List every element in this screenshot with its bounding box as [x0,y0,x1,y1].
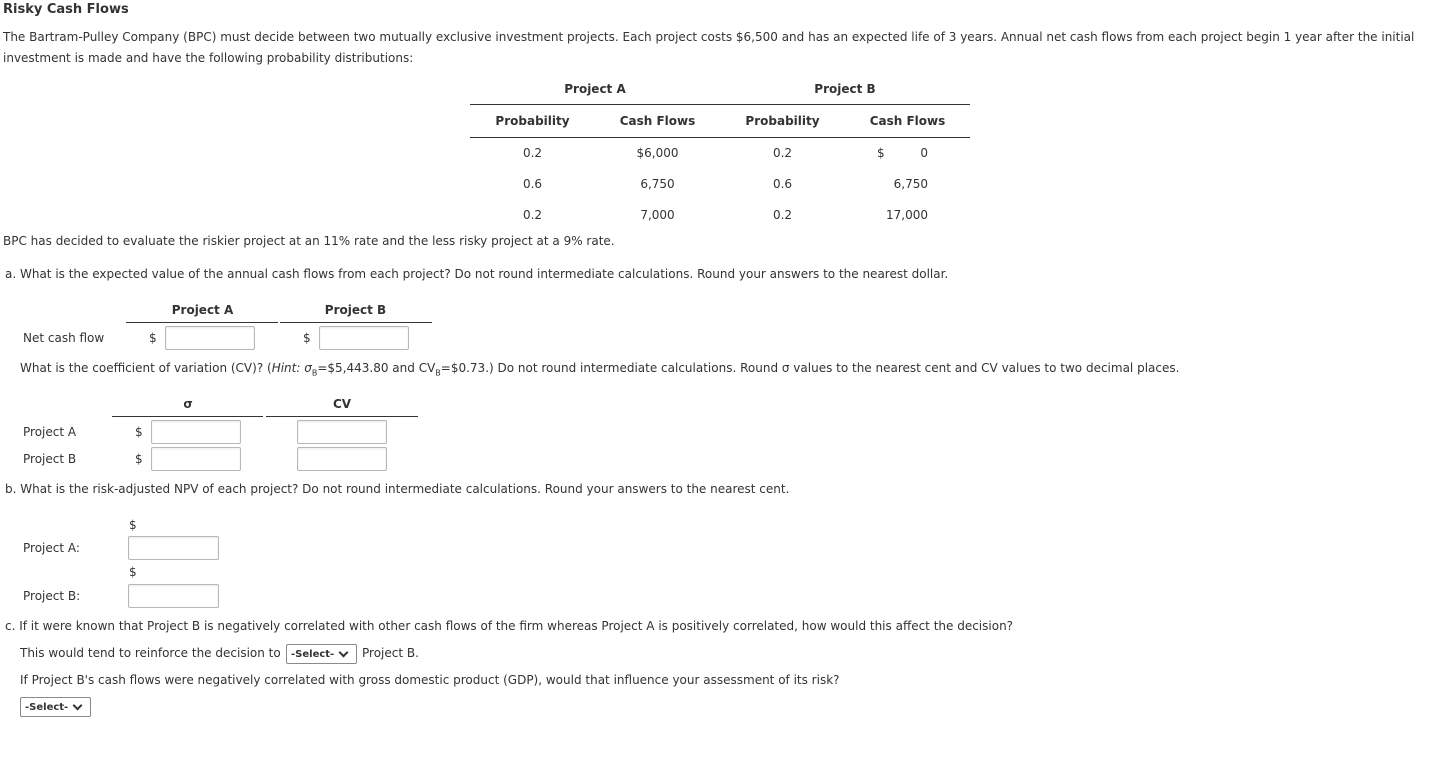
project-a-header: Project A [564,82,626,96]
cv-question [20,361,1179,377]
col-b-cash-flows: Cash Flows [869,114,946,128]
row2-a-prob: 0.6 [522,177,543,191]
row3-b-prob: 0.2 [772,208,793,222]
part-a-question: a. What is the expected value of the annual cash flows from each project? Do not round intermediate calculations. Round your answers to the nearest dollar. [5,267,949,281]
col-a-probability: Probability [495,114,570,128]
intro-paragraph: The Bartram-Pulley Company (BPC) must decide between two mutually exclusive investment projects. Each project costs $6,500 and has an expected life of 3 years. Annual net cash flows from each project begin 1 year after the initial investment is made and have the following probability distributions: [3,30,1415,65]
table-rule-top [470,104,970,105]
gdp-question: If Project B's cash flows were negatively correlated with gross domestic product (GDP), would that influence your assessment of its risk? [20,673,840,687]
net-cash-flow-label: Net cash flow [23,331,105,345]
row1-a-prob: 0.2 [522,146,543,160]
rate-note: BPC has decided to evaluate the riskier project at an 11% rate and the less risky project at a 9% rate. [3,234,615,248]
currency-symbol: $ [149,331,157,345]
cv-header: CV [332,397,352,411]
part-a-rule-a [126,322,278,323]
chevron-down-icon [73,701,83,711]
npv-a-input[interactable] [128,536,219,560]
cv-question-suffix: Do not round intermediate calculations. Round σ values to the nearest cent and CV values to two decimal places. [493,361,1180,375]
table-rule-header [470,137,970,138]
hint-cv-subscript: B [435,368,441,378]
currency-symbol: $ [135,452,143,466]
hint-sigma-symbol: σ [304,361,312,375]
hint-cv-value: =$0.73.) [440,361,494,375]
currency-symbol: $ [303,331,311,345]
row1-b-prob: 0.2 [772,146,793,160]
reinforce-select[interactable] [286,644,357,664]
gdp-select-value: -Select- [25,701,69,713]
reinforce-prefix: This would tend to reinforce the decision to [20,646,281,660]
reinforce-suffix: Project B. [362,646,419,660]
part-a-col-project-b: Project B [324,303,387,317]
gdp-select[interactable] [20,697,91,717]
cv-a-input[interactable] [297,420,387,444]
npv-project-a-label: Project A: [23,541,80,555]
currency-symbol: $ [135,425,143,439]
sigma-header: σ [183,397,193,411]
row3-a-prob: 0.2 [522,208,543,222]
net-cash-flow-a-input[interactable] [165,326,255,350]
part-a-rule-b [280,322,432,323]
npv-b-input[interactable] [128,584,219,608]
npv-project-b-label: Project B: [23,589,81,603]
currency-symbol: $ [129,565,137,579]
currency-symbol: $ [129,518,137,532]
part-a-col-project-a: Project A [171,303,234,317]
sigma-a-input[interactable] [151,420,241,444]
row2-a-cf: 6,750 [640,177,675,191]
row2-b-prob: 0.6 [772,177,793,191]
cv-b-input[interactable] [297,447,387,471]
sigma-b-input[interactable] [151,447,241,471]
reinforce-select-value: -Select- [291,648,335,660]
row2-b-cf: 6,750 [893,177,928,191]
row1-a-cf: $6,000 [636,146,679,160]
row1-b-cf: 0 [920,146,928,160]
project-b-header: Project B [814,82,876,96]
chevron-down-icon [339,648,349,658]
cv-row-project-b-label: Project B [23,452,77,466]
cv-row-project-a-label: Project A [23,425,77,439]
col-b-probability: Probability [745,114,820,128]
row3-b-cf: 17,000 [886,208,928,222]
part-b-question: b. What is the risk-adjusted NPV of each project? Do not round intermediate calculations. Round your answers to the nearest cent. [5,482,790,496]
net-cash-flow-b-input[interactable] [319,326,409,350]
hint-sigma-subscript: B [311,368,318,378]
hint-sigma-value: =$5,443.80 and CV [317,361,436,375]
sigma-rule [112,416,263,417]
page-title: Risky Cash Flows [3,2,129,17]
col-a-cash-flows: Cash Flows [619,114,696,128]
hint-label: Hint: [271,361,301,375]
row3-a-cf: 7,000 [640,208,675,222]
row1-b-dollar: $ [877,146,885,160]
part-c-question: c. If it were known that Project B is negatively correlated with other cash flows of the firm whereas Project A is positively correlated, how would this affect the decision? [5,619,1014,633]
cv-question-prefix: What is the coefficient of variation (CV)? ( [20,361,272,375]
cv-rule [266,416,418,417]
